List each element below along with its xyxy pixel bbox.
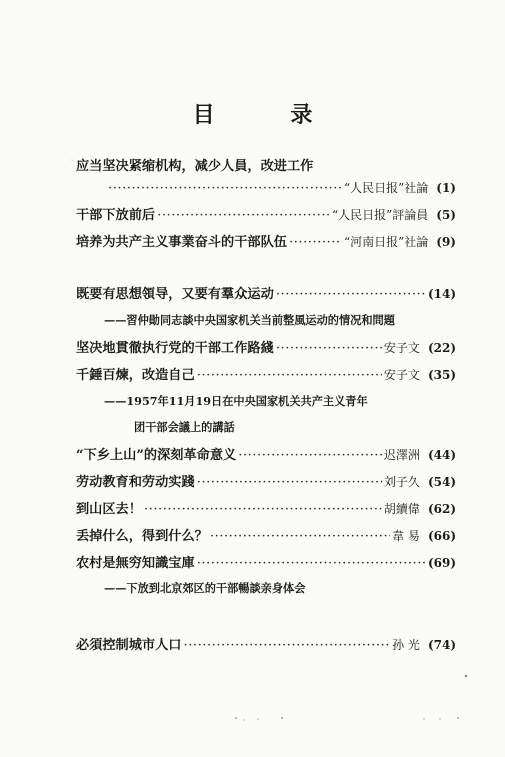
entry-author: 孙 光 [392,638,420,652]
entry-title: 培养为共产主义事業奋斗的干部队伍 [76,235,287,250]
entry-author: “人民日报”社論 [344,181,429,195]
entry-title: 应当坚决紧缩机构，减少人員，改进工作 [76,159,314,174]
entry-subtitle: ——1957年11月19日在中央国家机关共产主义青年 [104,394,368,408]
entry-subtitle: ——習仲勛同志談中央国家机关当前整風运动的情况和問題 [104,313,395,327]
entry-title: 必須控制城市人口 [76,638,182,653]
entry-title: 农村是無穷知識宝庫 [76,556,195,571]
entry-title: 千錘百煉，改造自己 [76,368,195,383]
entry-subtitle: ——下放到北京郊区的干部暢談亲身体会 [104,581,306,595]
entry-page: (22) [427,341,456,355]
entry-subtitle: 团干部会議上的講話 [134,420,235,434]
entry-author: 韋 易 [392,529,420,543]
entry-author: 刘子久 [383,475,420,489]
entry-page: (54) [427,475,456,489]
entry-title: 既要有思想領导，又要有羣众运动 [76,287,274,302]
entry-author: 迟澤洲 [383,448,420,462]
entry-page: (74) [427,638,456,652]
entry-page: (14) [427,287,456,301]
contents-heading: 目 录 [192,102,347,128]
entry-page: (44) [427,448,456,462]
entry-title: 到山区去！ [76,502,142,517]
entry-author: “人民日报”評論員 [332,208,429,222]
entry-author: 安子文 [383,341,420,355]
entry-page: (35) [427,368,456,382]
entry-page: (62) [427,502,456,516]
entry-title: 丢掉什么，得到什么？ [76,529,208,544]
entry-page: (9) [436,235,456,249]
entry-title: “下乡上山”的深刻革命意义 [76,448,237,463]
entry-page: (5) [436,208,456,222]
entry-author: 胡續偉 [383,502,420,516]
entry-title: 干部下放前后 [76,208,156,223]
entry-title: 劳动教育和劳动实踐 [76,475,195,490]
entry-author: “河南日报”社論 [344,235,429,249]
entry-page: (1) [436,181,456,195]
entry-author: 安子文 [383,368,420,382]
entry-page: (66) [427,529,456,543]
entry-page: (69) [427,556,456,570]
entry-title: 坚决地貫徹执行党的干部工作路綫 [76,341,274,356]
